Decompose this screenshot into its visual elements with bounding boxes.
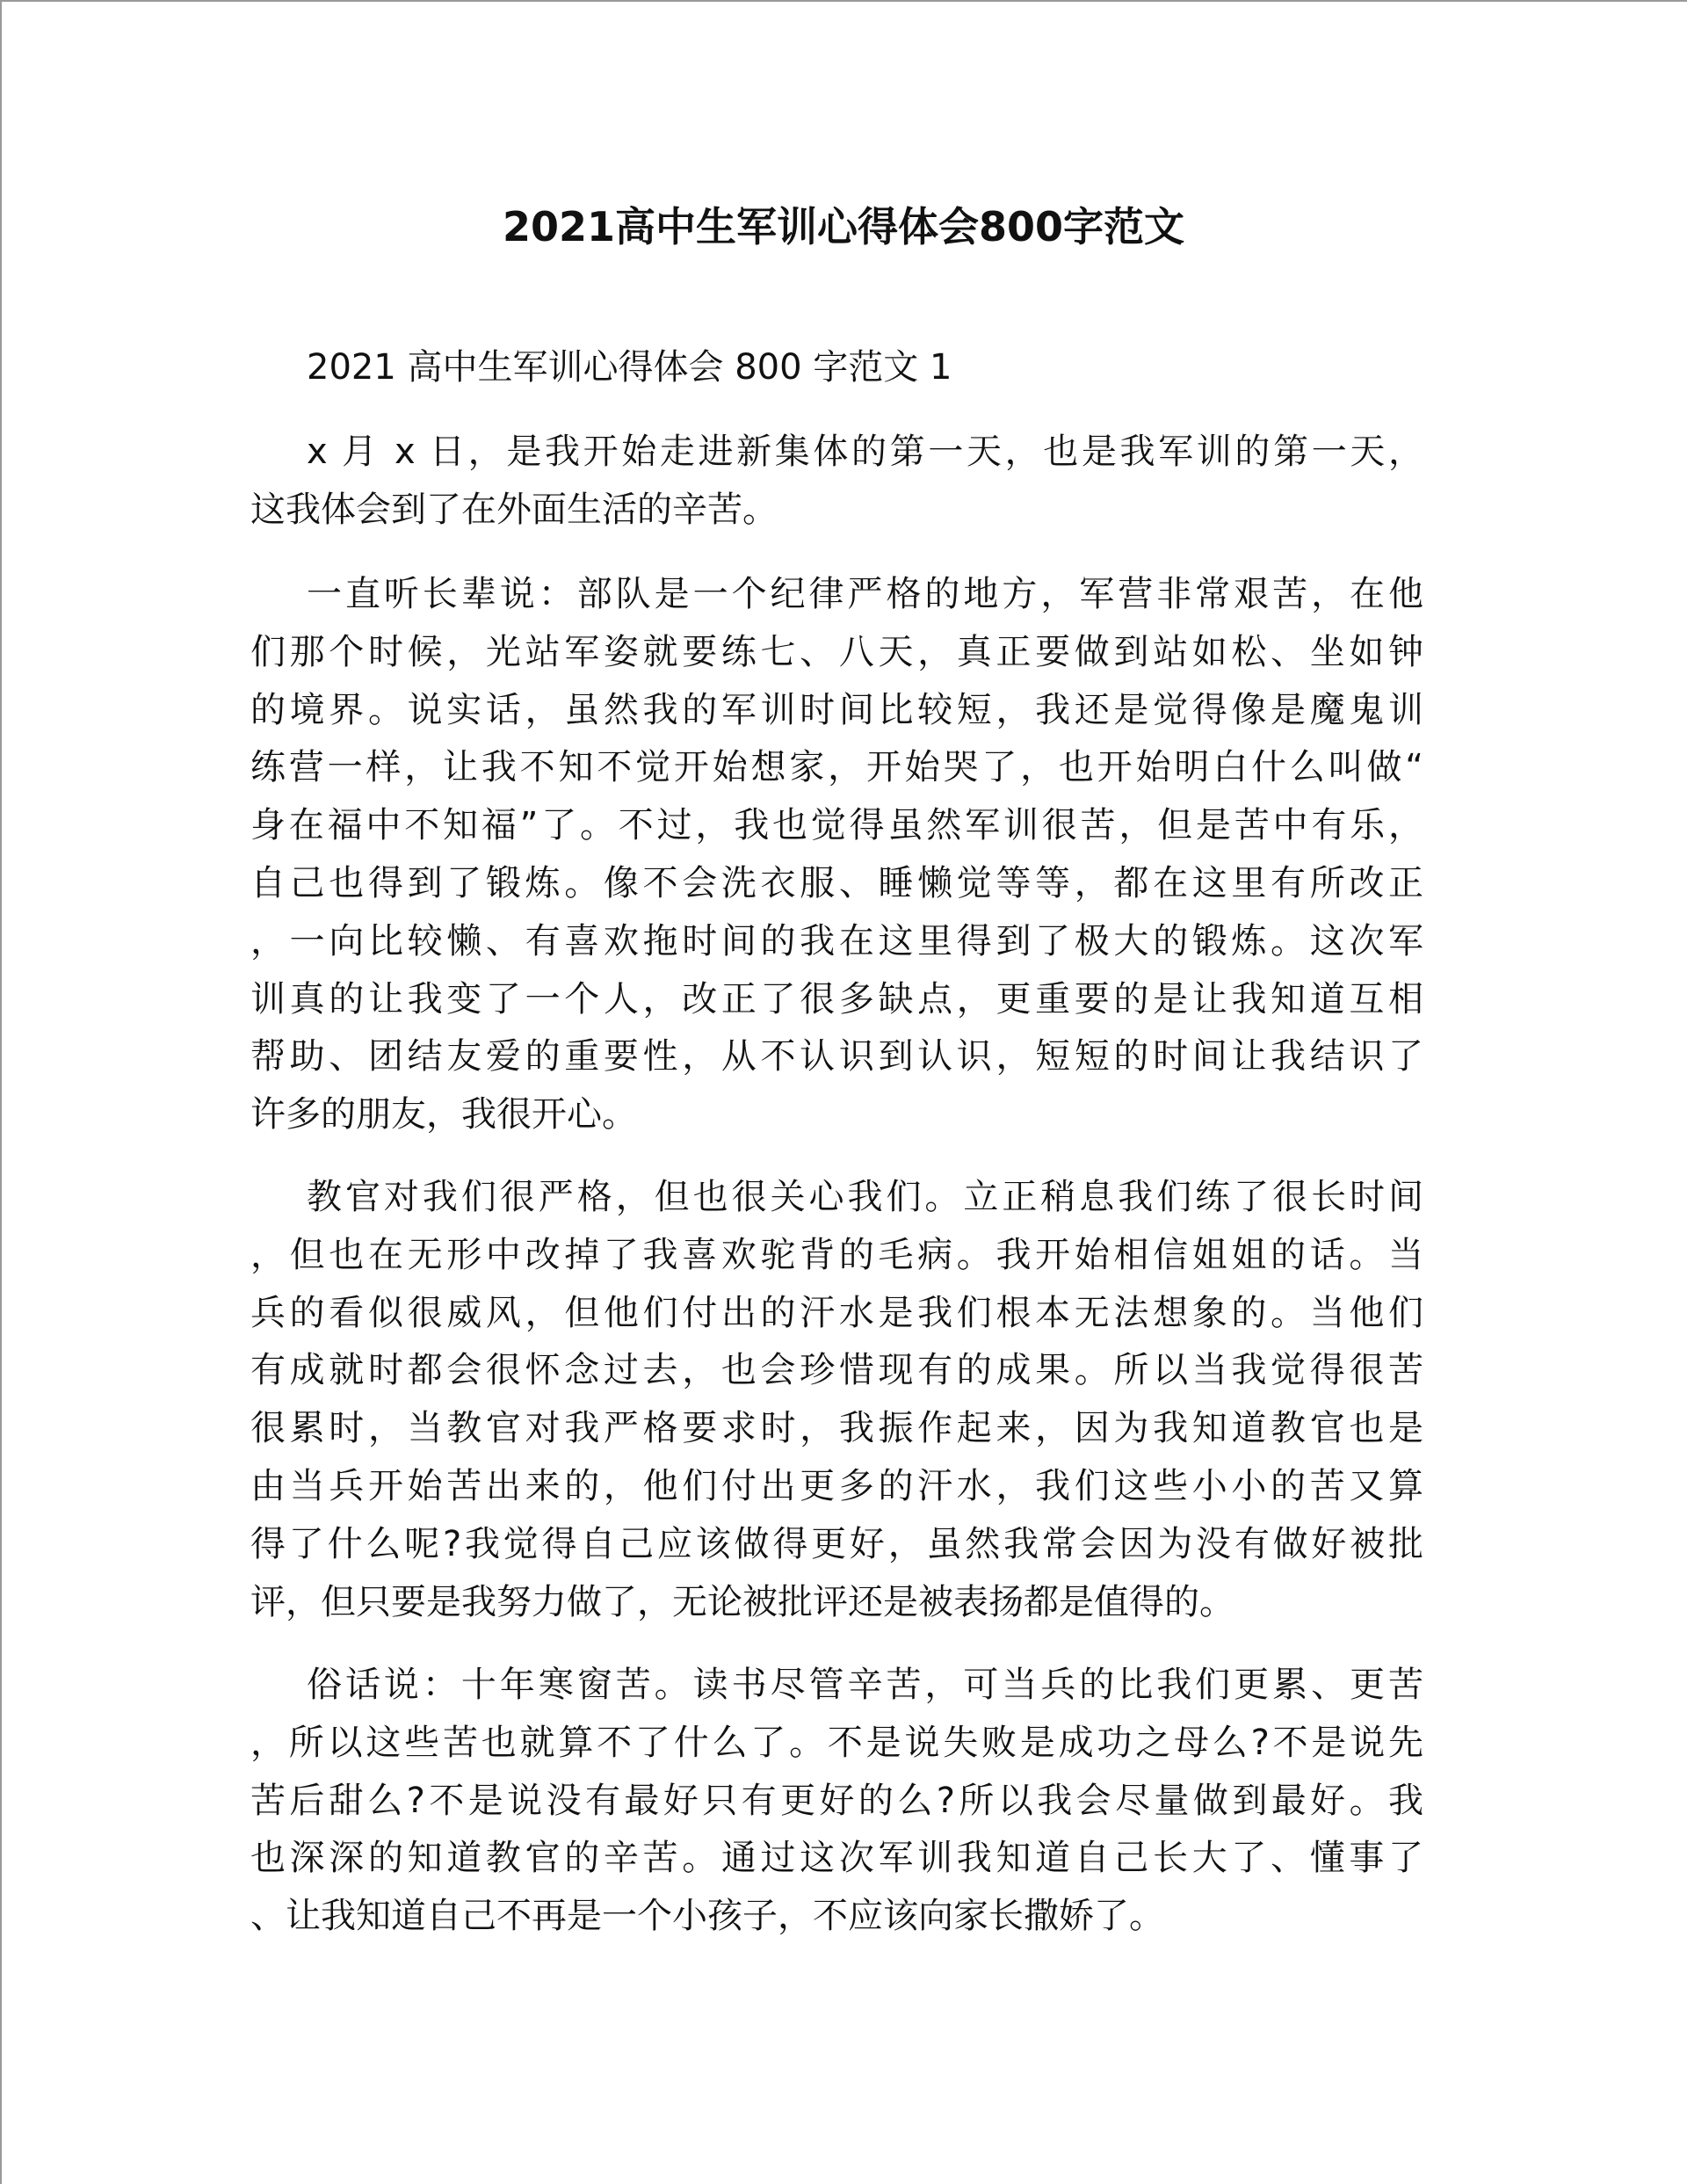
- text-line: 评，但只要是我努力做了，无论被批评还是被表扬都是值得的。: [250, 1581, 1234, 1622]
- text-line: 训真的让我变了一个人，改正了很多缺点，更重要的是让我知道互相: [250, 978, 1423, 1019]
- section-heading: 2021 高中生军训心得体会 800 字范文 1: [307, 347, 952, 388]
- paragraph-2: [250, 566, 1423, 1144]
- text-line: 们那个时候，光站军姿就要练七、八天，真正要做到站如松、坐如钟: [250, 631, 1423, 672]
- text-line: 一直听长辈说：部队是一个纪律严格的地方，军营非常艰苦，在他: [307, 574, 1423, 614]
- text-line: 许多的朋友，我很开心。: [250, 1094, 637, 1136]
- text-line: x 月 x 日，是我开始走进新集体的第一天，也是我军训的第一天，: [307, 432, 1423, 472]
- text-line: 练营一样，让我不知不觉开始想家，开始哭了，也开始明白什么叫做“: [250, 747, 1423, 788]
- text-line: 自己也得到了锻炼。像不会洗衣服、睡懒觉等等，都在这里有所改正: [250, 862, 1423, 903]
- text-line: 由当兵开始苦出来的，他们付出更多的汗水，我们这些小小的苦又算: [250, 1465, 1423, 1506]
- text-line: ，一向比较懒、有喜欢拖时间的我在这里得到了极大的锻炼。这次军: [250, 920, 1423, 961]
- text-line: 这我体会到了在外面生活的辛苦。: [250, 489, 778, 530]
- paragraph-3: [250, 1169, 1423, 1631]
- text-line: 帮助、团结友爱的重要性，从不认识到认识，短短的时间让我结识了: [250, 1036, 1423, 1077]
- document-title: 2021高中生军训心得体会800字范文: [502, 203, 1185, 250]
- text-line: 身在福中不知福”了。不过，我也觉得虽然军训很苦，但是苦中有乐，: [250, 805, 1423, 846]
- text-line: ，所以这些苦也就算不了什么了。不是说失败是成功之母么?不是说先: [250, 1722, 1423, 1763]
- text-line: 、让我知道自己不再是一个小孩子，不应该向家长撒娇了。: [250, 1896, 1164, 1937]
- text-line: ，但也在无形中改掉了我喜欢驼背的毛病。我开始相信姐姐的话。当: [250, 1234, 1423, 1275]
- text-line: 有成就时都会很怀念过去，也会珍惜现有的成果。所以当我觉得很苦: [250, 1350, 1423, 1391]
- text-line: 苦后甜么?不是说没有最好只有更好的么?所以我会尽量做到最好。我: [250, 1780, 1423, 1821]
- text-line: 教官对我们很严格，但也很关心我们。立正稍息我们练了很长时间: [307, 1177, 1423, 1217]
- paragraph-4: [250, 1657, 1423, 1946]
- text-line: 的境界。说实话，虽然我的军训时间比较短，我还是觉得像是魔鬼训: [250, 689, 1423, 730]
- text-line: 很累时，当教官对我严格要求时，我振作起来，因为我知道教官也是: [250, 1408, 1423, 1449]
- paragraph-1: [250, 424, 1423, 540]
- text-line: 俗话说：十年寒窗苦。读书尽管辛苦，可当兵的比我们更累、更苦: [307, 1665, 1423, 1705]
- text-line: 兵的看似很威风，但他们付出的汗水是我们根本无法想象的。当他们: [250, 1292, 1423, 1333]
- text-line: 得了什么呢?我觉得自己应该做得更好，虽然我常会因为没有做好被批: [250, 1523, 1423, 1564]
- text-line: 也深深的知道教官的辛苦。通过这次军训我知道自己长大了、懂事了: [250, 1838, 1423, 1879]
